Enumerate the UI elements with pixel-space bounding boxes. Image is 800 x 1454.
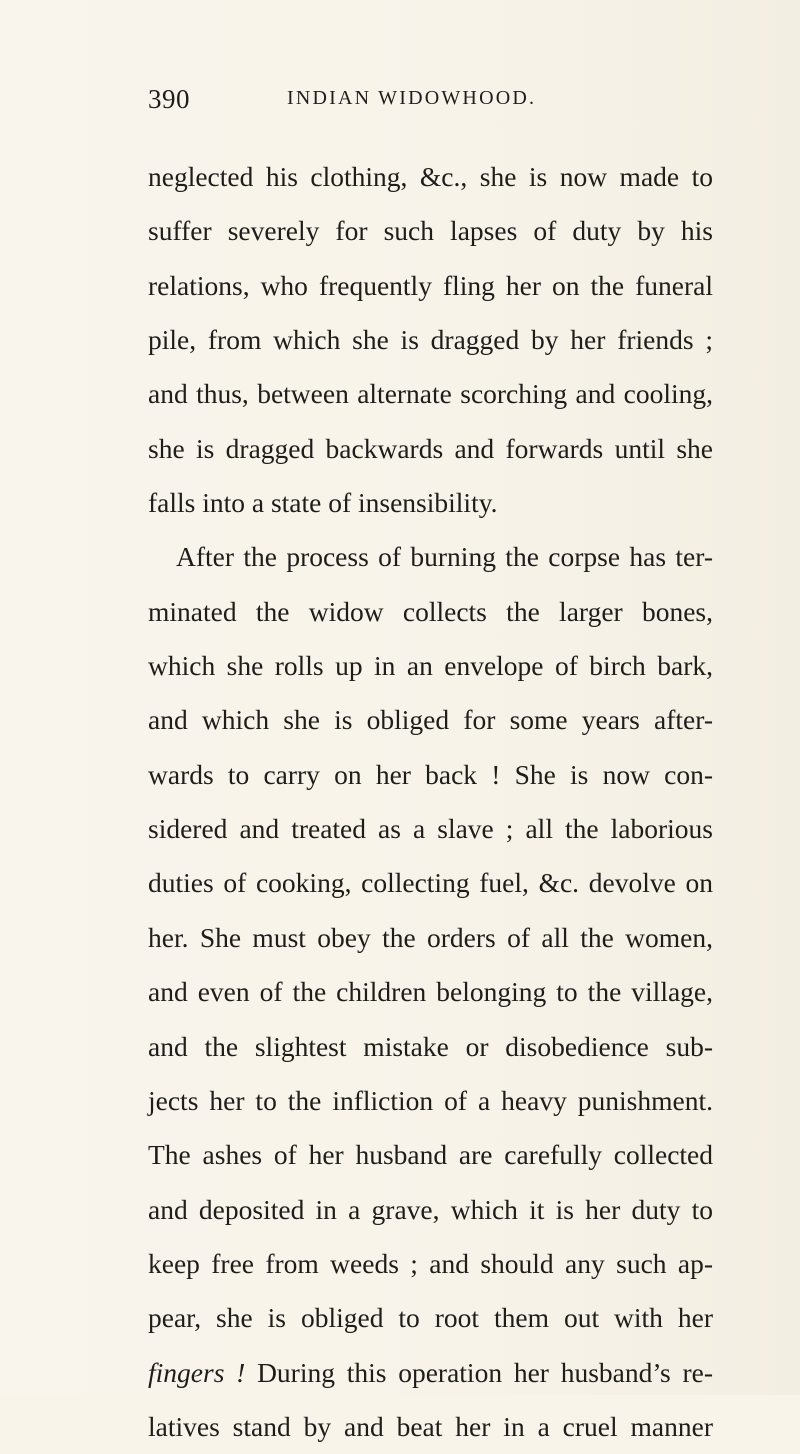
text-line: pear, she is obliged to root them out with her (148, 1302, 713, 1334)
text-line: and deposited in a grave, which it is her duty to (148, 1193, 713, 1225)
text-line: her. She must obey the orders of all the women, (148, 921, 713, 953)
text-line: she is dragged backwards and forwards until she (148, 432, 713, 464)
text-line: and even of the children belonging to the village, (148, 976, 713, 1008)
text-line: and the slightest mistake or disobedience sub- (148, 1030, 713, 1062)
body-text (148, 150, 713, 1454)
text-line: jects her to the infliction of a heavy punishment. (148, 1084, 713, 1116)
page-number: 390 (148, 84, 190, 114)
text-line: neglected his clothing, &c., she is now made to (148, 161, 713, 192)
text-line: After the process of burning the corpse has ter- (176, 541, 713, 573)
text-line: and which she is obliged for some years after- (148, 704, 713, 736)
text-line: and thus, between alternate scorching and cooling, (148, 378, 713, 410)
text-line: sidered and treated as a slave ; all the laborious (148, 813, 713, 845)
text-line: latives stand by and beat her in a cruel manner (148, 1410, 713, 1442)
text-line: which she rolls up in an envelope of birch bark, (148, 650, 713, 682)
page-header (148, 84, 708, 134)
text-line: falls into a state of insensibility. (148, 487, 498, 519)
running-title: INDIAN WIDOWHOOD. (287, 87, 537, 109)
italic-word: fingers ! (148, 1356, 246, 1388)
text-line: suffer severely for such lapses of duty by his (148, 215, 713, 247)
text-line: wards to carry on her back ! She is now con- (148, 758, 713, 790)
text-line: keep free from weeds ; and should any such ap- (148, 1247, 713, 1279)
text-line: The ashes of her husband are carefully collected (148, 1139, 713, 1171)
text-line: duties of cooking, collecting fuel, &c. devolve on (148, 867, 713, 899)
text-line (148, 1346, 713, 1400)
text-line: minated the widow collects the larger bones, (148, 595, 713, 627)
text-line: pile, from which she is dragged by her friends ; (148, 324, 713, 356)
text-span: During this operation her husband’s re- (245, 1356, 713, 1388)
text-line: relations, who frequently fling her on the funeral (148, 269, 713, 301)
